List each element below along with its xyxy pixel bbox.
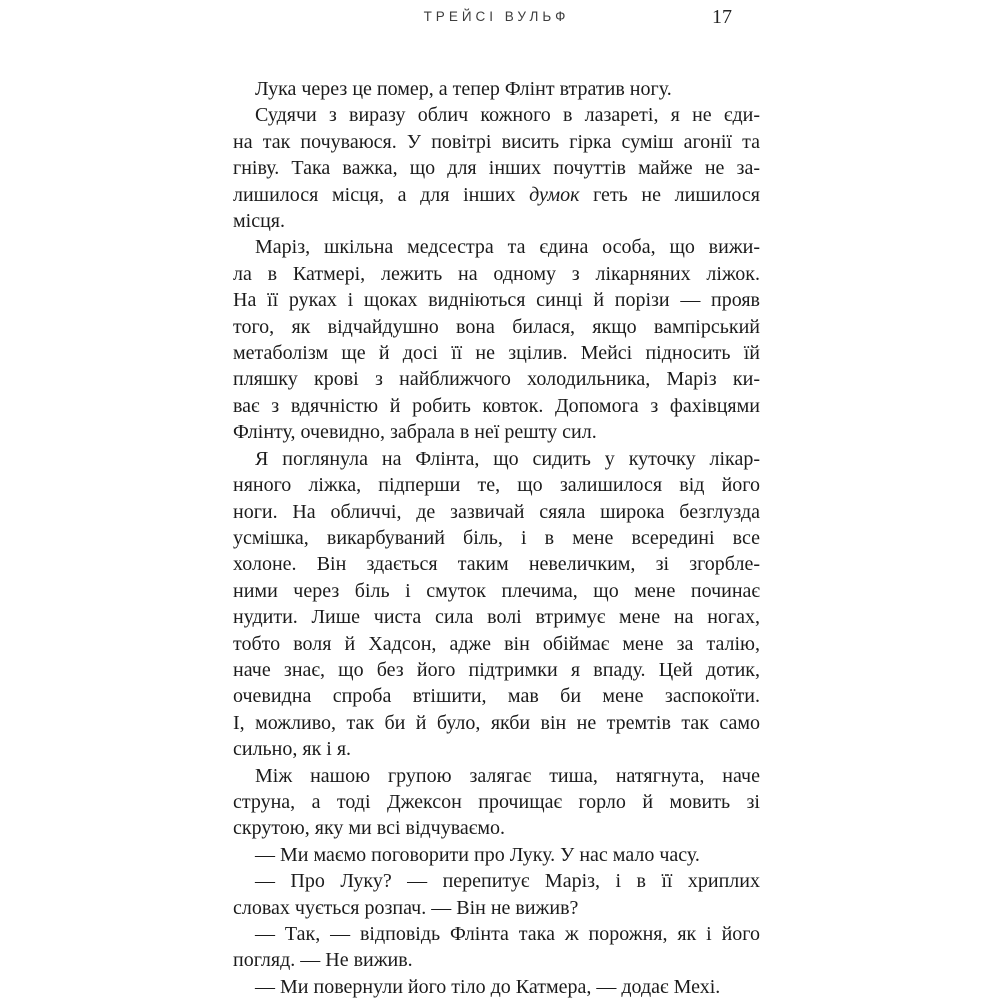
text-line: струна, а тоді Джексон прочищає горло й мовить зі bbox=[233, 790, 760, 813]
paragraph bbox=[233, 234, 760, 445]
text-line: метаболізм ще й досі її не зцілив. Мейсі підносить їй bbox=[233, 342, 760, 365]
paragraph bbox=[233, 974, 760, 1000]
page-number: 17 bbox=[712, 6, 732, 28]
body-text bbox=[233, 76, 760, 1000]
emphasis-word: думок bbox=[529, 183, 580, 206]
text-line: І, можливо, так би й було, якби він не тремтів так само bbox=[233, 711, 760, 734]
text-line: — Про Луку? — перепитує Маріз, і в її хриплих bbox=[255, 870, 760, 893]
text-line: нудити. Лише чиста сила волі втримує мене на ногах, bbox=[233, 606, 760, 629]
text-line: Я поглянула на Флінта, що сидить у куточку лікар- bbox=[255, 447, 760, 470]
text-line: місця. bbox=[233, 210, 285, 233]
text-line: очевидна спроба втішити, мав би мене заспокоїти. bbox=[233, 685, 760, 708]
text-line: скрутою, яку ми всі відчуваємо. bbox=[233, 817, 506, 840]
text-line: Маріз, шкільна медсестра та єдина особа, що вижи- bbox=[255, 236, 760, 259]
paragraph bbox=[233, 446, 760, 763]
paragraph bbox=[233, 842, 760, 868]
text-line: Лука через це помер, а тепер Флінт втратив ногу. bbox=[255, 78, 672, 100]
paragraph bbox=[233, 921, 760, 974]
text-line: Флінту, очевидно, забрала в неї решту сил. bbox=[233, 421, 597, 444]
text-line: ними через біль і смуток плечима, що мене починає bbox=[233, 579, 760, 602]
text-line: На її руках і щоках видніються синці й порізи — прояв bbox=[233, 289, 760, 312]
text-line: пляшку крові з найближчого холодильника, Маріз ки- bbox=[233, 368, 760, 391]
text-line: ла в Катмері, лежить на одному з лікарняних ліжок. bbox=[233, 262, 760, 285]
text-line: холоне. Він здається таким невеличким, зі згорбле- bbox=[233, 553, 760, 576]
text-line: сильно, як і я. bbox=[233, 738, 352, 761]
paragraph bbox=[233, 868, 760, 921]
text-line: на так почуваюся. У повітрі висить гірка суміш агонії та bbox=[233, 130, 760, 153]
running-head-author: ТРЕЙСІ ВУЛЬФ bbox=[423, 9, 570, 24]
text-line: лишилося місця, а для інших думок геть не лишилося bbox=[233, 183, 760, 206]
text-line: Судячи з виразу облич кожного в лазареті, я не єди- bbox=[255, 104, 760, 127]
text-line: наче знає, що без його підтримки я впаду. Цей дотик, bbox=[233, 658, 760, 681]
text-line: — Ми маємо поговорити про Луку. У нас мало часу. bbox=[255, 843, 700, 866]
text-line: усмішка, викарбуваний біль, і в мене всередині все bbox=[233, 526, 760, 549]
paragraph bbox=[233, 763, 760, 842]
text-line: тобто воля й Хадсон, адже він обіймає мене за талію, bbox=[233, 632, 760, 655]
text-line: няного ліжка, підперши те, що залишилося від його bbox=[233, 474, 760, 497]
page-header bbox=[233, 6, 760, 34]
text-line: — Так, — відповідь Флінта така ж порожня, як і його bbox=[255, 923, 760, 945]
text-line: гніву. Така важка, що для інших почуттів майже не за- bbox=[233, 157, 760, 180]
text-line: ває з вдячністю й робить ковток. Допомога з фахівцями bbox=[233, 394, 760, 417]
text-line: — Ми повернули його тіло до Катмера, — додає Мехі. bbox=[255, 975, 721, 998]
paragraph bbox=[233, 76, 760, 102]
paragraph bbox=[233, 102, 760, 234]
text-line: ноги. На обличчі, де зазвичай сяяла широка безглузда bbox=[233, 500, 760, 523]
text-line: словах чується розпач. — Він не вижив? bbox=[233, 896, 579, 919]
text-line: того, як відчайдушно вона билася, якщо вампірський bbox=[233, 315, 760, 338]
text-line: погляд. — Не вижив. bbox=[233, 949, 413, 972]
text-line: Між нашою групою залягає тиша, натягнута, наче bbox=[255, 764, 760, 787]
